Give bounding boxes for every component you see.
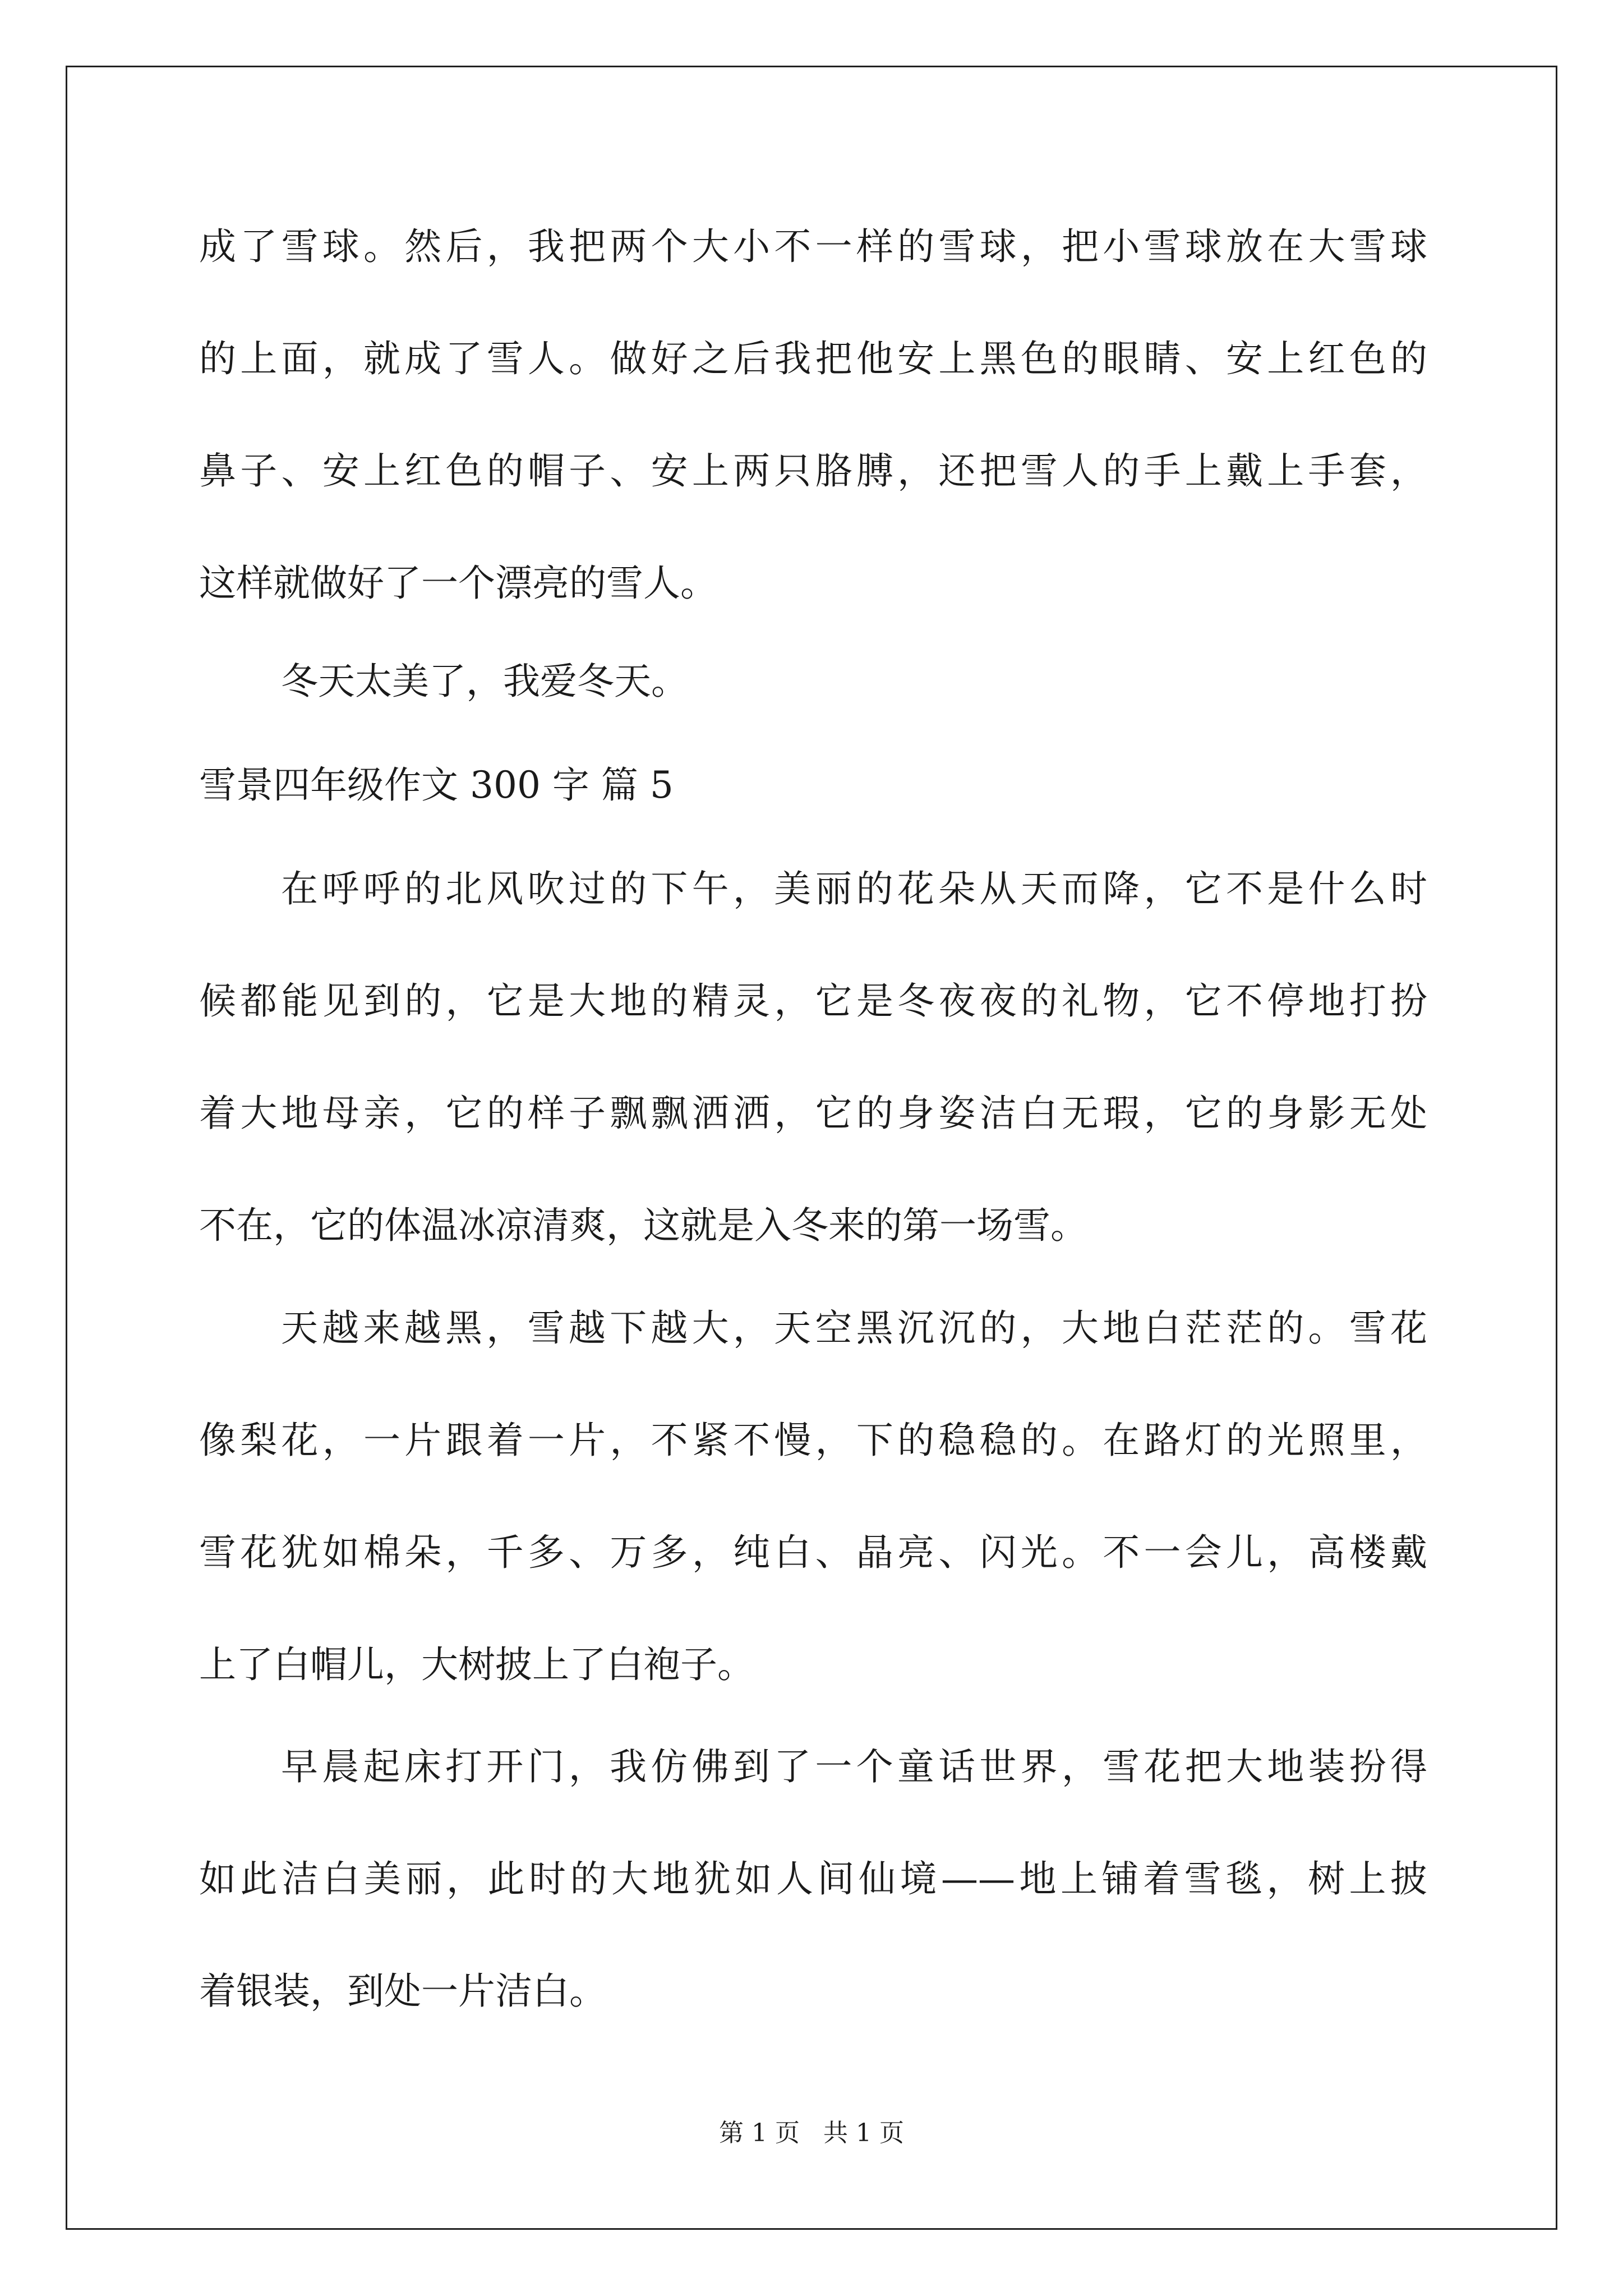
text-line: 成了雪球。然后，我把两个大小不一样的雪球，把小雪球放在大雪球 bbox=[199, 225, 1427, 268]
text-line: 早晨起床打开门，我仿佛到了一个童话世界，雪花把大地装扮得 bbox=[281, 1745, 1427, 1788]
text-line: 如此洁白美丽，此时的大地犹如人间仙境——地上铺着雪毯，树上披 bbox=[199, 1857, 1427, 1901]
text-line: 雪花犹如棉朵，千多、万多，纯白、晶亮、闪光。不一会儿，高楼戴 bbox=[199, 1531, 1427, 1574]
section-heading: 雪景四年级作文 300 字 篇 5 bbox=[199, 763, 674, 807]
text-line: 上了白帽儿，大树披上了白袍子。 bbox=[199, 1643, 754, 1686]
text-line: 着银装，到处一片洁白。 bbox=[199, 1970, 606, 2013]
page-border bbox=[66, 66, 1557, 2230]
text-line: 着大地母亲，它的样子飘飘洒洒，它的身姿洁白无瑕，它的身影无处 bbox=[199, 1092, 1427, 1135]
text-line: 像梨花，一片跟着一片，不紧不慢，下的稳稳的。在路灯的光照里， bbox=[199, 1419, 1427, 1462]
text-line: 的上面，就成了雪人。做好之后我把他安上黑色的眼睛、安上红色的 bbox=[199, 337, 1427, 380]
text-line: 冬天太美了，我爱冬天。 bbox=[281, 660, 688, 703]
text-line: 这样就做好了一个漂亮的雪人。 bbox=[199, 562, 717, 605]
text-line: 候都能见到的，它是大地的精灵，它是冬夜夜的礼物，它不停地打扮 bbox=[199, 979, 1427, 1023]
page-number-footer: 第 1 页 共 1 页 bbox=[719, 2119, 904, 2147]
text-line: 不在，它的体温冰凉清爽，这就是入冬来的第一场雪。 bbox=[199, 1204, 1087, 1247]
text-line: 鼻子、安上红色的帽子、安上两只胳膊，还把雪人的手上戴上手套， bbox=[199, 449, 1427, 493]
text-line: 天越来越黑，雪越下越大，天空黑沉沉的，大地白茫茫的。雪花 bbox=[281, 1306, 1427, 1350]
text-line: 在呼呼的北风吹过的下午，美丽的花朵从天而降，它不是什么时 bbox=[281, 867, 1427, 910]
